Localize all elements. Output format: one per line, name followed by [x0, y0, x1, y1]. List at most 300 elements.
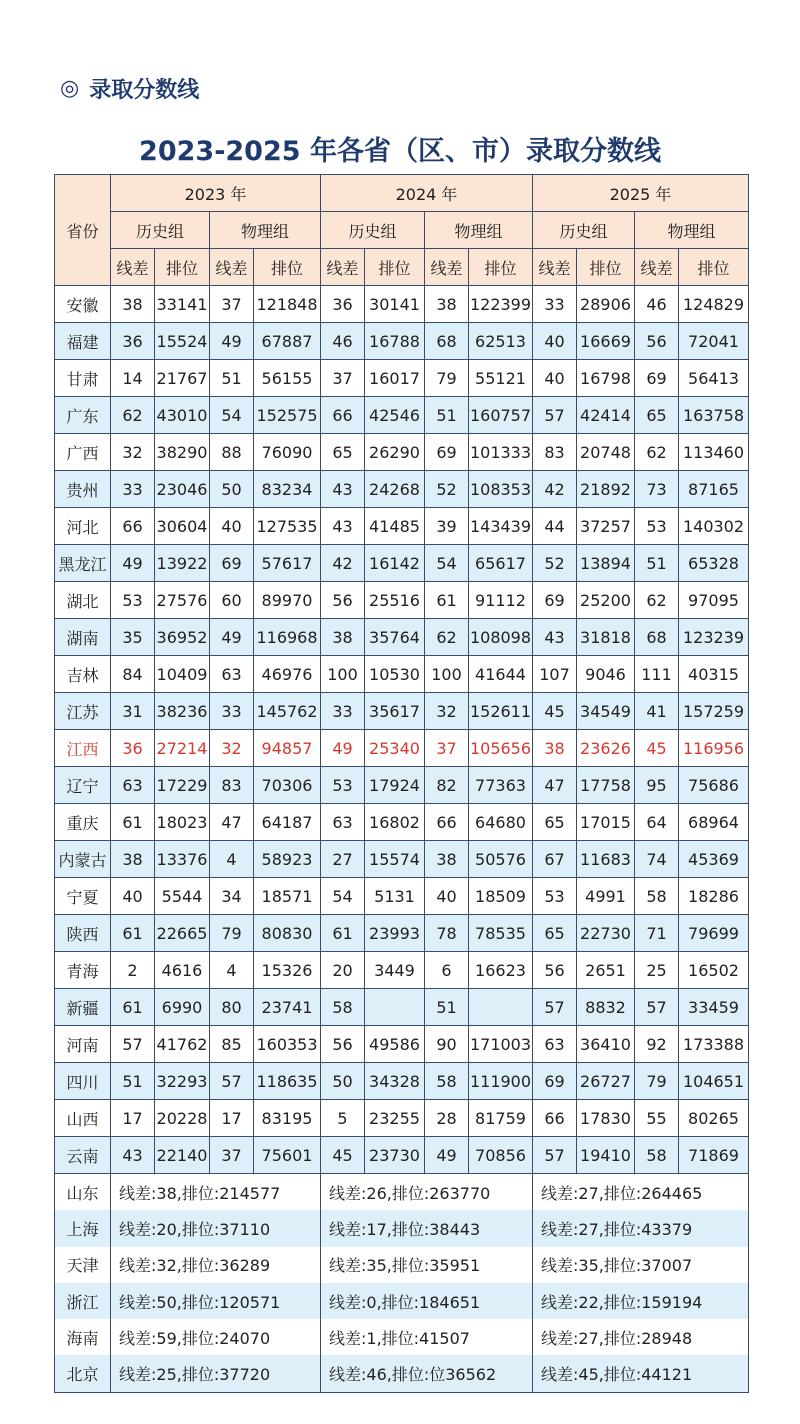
value-cell: 38236 [155, 693, 210, 730]
value-cell: 80265 [679, 1100, 749, 1137]
subheader: 排位 [155, 249, 210, 286]
value-cell: 52 [533, 545, 577, 582]
value-cell: 83195 [254, 1100, 321, 1137]
value-cell: 152611 [469, 693, 533, 730]
value-cell: 45 [533, 693, 577, 730]
value-cell: 46 [321, 323, 365, 360]
value-cell: 73 [635, 471, 679, 508]
table-row [55, 1026, 749, 1063]
province-cell: 内蒙古 [55, 841, 111, 878]
value-cell: 43 [321, 471, 365, 508]
value-cell: 38 [533, 730, 577, 767]
value-cell: 69 [533, 1063, 577, 1100]
value-cell: 83 [533, 434, 577, 471]
value-cell: 60 [210, 582, 254, 619]
table-row [55, 915, 749, 952]
value-cell: 66 [425, 804, 469, 841]
value-cell: 61 [111, 989, 155, 1026]
value-cell: 40 [210, 508, 254, 545]
value-cell: 42 [321, 545, 365, 582]
province-cell: 四川 [55, 1063, 111, 1100]
value-cell: 16798 [577, 360, 635, 397]
value-cell: 65 [533, 804, 577, 841]
value-cell: 116968 [254, 619, 321, 656]
value-cell: 79699 [679, 915, 749, 952]
circle-bullet-icon: ◎ [60, 75, 80, 101]
value-cell: 72041 [679, 323, 749, 360]
table-row [55, 434, 749, 471]
value-cell: 25340 [365, 730, 425, 767]
province-cell: 云南 [55, 1137, 111, 1174]
value-cell: 40 [425, 878, 469, 915]
value-cell: 46976 [254, 656, 321, 693]
value-cell: 74 [635, 841, 679, 878]
table-header [55, 175, 749, 286]
value-cell: 41 [635, 693, 679, 730]
value-cell: 18286 [679, 878, 749, 915]
group-header: 历史组 [111, 212, 210, 249]
value-cell: 94857 [254, 730, 321, 767]
value-cell: 22140 [155, 1137, 210, 1174]
value-cell: 2 [111, 952, 155, 989]
table-row [55, 693, 749, 730]
value-cell: 57 [210, 1063, 254, 1100]
value-cell: 64 [635, 804, 679, 841]
value-cell: 79 [210, 915, 254, 952]
value-cell: 69 [210, 545, 254, 582]
value-cell: 32293 [155, 1063, 210, 1100]
value-cell: 65328 [679, 545, 749, 582]
value-cell: 85 [210, 1026, 254, 1063]
value-cell: 62 [635, 434, 679, 471]
value-cell: 15574 [365, 841, 425, 878]
value-cell: 69 [635, 360, 679, 397]
value-cell: 51 [425, 397, 469, 434]
value-cell: 38 [425, 841, 469, 878]
value-cell: 56155 [254, 360, 321, 397]
province-cell: 湖北 [55, 582, 111, 619]
summary-cell: 线差:1,排位:41507 [321, 1319, 533, 1355]
table-row [55, 545, 749, 582]
value-cell: 38 [321, 619, 365, 656]
value-cell: 18509 [469, 878, 533, 915]
value-cell: 35 [111, 619, 155, 656]
value-cell: 14 [111, 360, 155, 397]
value-cell: 61 [111, 915, 155, 952]
value-cell: 5 [321, 1100, 365, 1137]
value-cell: 49 [425, 1137, 469, 1174]
value-cell: 4616 [155, 952, 210, 989]
summary-cell: 线差:25,排位:37720 [111, 1355, 321, 1392]
value-cell: 16802 [365, 804, 425, 841]
value-cell: 33 [321, 693, 365, 730]
summary-cell: 线差:32,排位:36289 [111, 1247, 321, 1283]
group-header: 历史组 [321, 212, 425, 249]
subheader: 排位 [577, 249, 635, 286]
value-cell: 28 [425, 1100, 469, 1137]
value-cell: 88 [210, 434, 254, 471]
value-cell: 54 [321, 878, 365, 915]
summary-cell: 线差:50,排位:120571 [111, 1283, 321, 1319]
value-cell: 70306 [254, 767, 321, 804]
value-cell: 75601 [254, 1137, 321, 1174]
value-cell: 30141 [365, 286, 425, 323]
value-cell: 16788 [365, 323, 425, 360]
value-cell: 16142 [365, 545, 425, 582]
value-cell: 54 [210, 397, 254, 434]
value-cell: 33459 [679, 989, 749, 1026]
value-cell: 145762 [254, 693, 321, 730]
group-header: 物理组 [210, 212, 321, 249]
value-cell: 104651 [679, 1063, 749, 1100]
value-cell: 77363 [469, 767, 533, 804]
subheader: 线差 [321, 249, 365, 286]
value-cell: 43010 [155, 397, 210, 434]
value-cell: 83 [210, 767, 254, 804]
table-row [55, 360, 749, 397]
value-cell: 50576 [469, 841, 533, 878]
subheader: 线差 [533, 249, 577, 286]
value-cell: 52 [425, 471, 469, 508]
value-cell: 65617 [469, 545, 533, 582]
value-cell: 34 [210, 878, 254, 915]
value-cell: 92 [635, 1026, 679, 1063]
value-cell: 63 [111, 767, 155, 804]
value-cell: 24268 [365, 471, 425, 508]
value-cell: 171003 [469, 1026, 533, 1063]
province-cell: 广东 [55, 397, 111, 434]
summary-cell: 线差:38,排位:214577 [111, 1174, 321, 1211]
value-cell: 23255 [365, 1100, 425, 1137]
value-cell: 143439 [469, 508, 533, 545]
value-cell: 62513 [469, 323, 533, 360]
value-cell [365, 989, 425, 1026]
table-row [55, 878, 749, 915]
value-cell: 58923 [254, 841, 321, 878]
value-cell: 17229 [155, 767, 210, 804]
value-cell: 47 [533, 767, 577, 804]
table-row [55, 582, 749, 619]
group-header: 物理组 [635, 212, 749, 249]
province-cell: 辽宁 [55, 767, 111, 804]
value-cell: 17 [210, 1100, 254, 1137]
value-cell: 35617 [365, 693, 425, 730]
value-cell: 13922 [155, 545, 210, 582]
province-cell: 黑龙江 [55, 545, 111, 582]
value-cell: 49586 [365, 1026, 425, 1063]
value-cell: 67887 [254, 323, 321, 360]
value-cell: 163758 [679, 397, 749, 434]
subheader: 排位 [365, 249, 425, 286]
subheader: 线差 [635, 249, 679, 286]
value-cell: 15326 [254, 952, 321, 989]
special-row [55, 1283, 749, 1319]
value-cell: 100 [425, 656, 469, 693]
value-cell: 32 [111, 434, 155, 471]
value-cell: 95 [635, 767, 679, 804]
table-row [55, 730, 749, 767]
value-cell: 157259 [679, 693, 749, 730]
summary-cell: 线差:27,排位:43379 [533, 1210, 749, 1246]
table-row [55, 619, 749, 656]
value-cell: 27214 [155, 730, 210, 767]
table-row [55, 323, 749, 360]
subheader: 线差 [111, 249, 155, 286]
value-cell: 37 [321, 360, 365, 397]
province-cell: 海南 [55, 1319, 111, 1355]
value-cell: 152575 [254, 397, 321, 434]
value-cell: 40315 [679, 656, 749, 693]
value-cell: 13894 [577, 545, 635, 582]
subheader: 排位 [679, 249, 749, 286]
value-cell: 9046 [577, 656, 635, 693]
value-cell: 4991 [577, 878, 635, 915]
table-row [55, 1063, 749, 1100]
province-cell: 广西 [55, 434, 111, 471]
value-cell: 75686 [679, 767, 749, 804]
table-row [55, 952, 749, 989]
value-cell: 32 [210, 730, 254, 767]
value-cell: 22665 [155, 915, 210, 952]
value-cell [469, 989, 533, 1026]
province-cell: 福建 [55, 323, 111, 360]
value-cell: 37257 [577, 508, 635, 545]
value-cell: 78 [425, 915, 469, 952]
summary-cell: 线差:35,排位:35951 [321, 1247, 533, 1283]
value-cell: 16669 [577, 323, 635, 360]
value-cell: 111 [635, 656, 679, 693]
province-cell: 上海 [55, 1210, 111, 1246]
summary-cell: 线差:0,排位:184651 [321, 1283, 533, 1319]
value-cell: 42546 [365, 397, 425, 434]
summary-cell: 线差:45,排位:44121 [533, 1355, 749, 1392]
province-cell: 宁夏 [55, 878, 111, 915]
value-cell: 89970 [254, 582, 321, 619]
value-cell: 23730 [365, 1137, 425, 1174]
subheader: 排位 [254, 249, 321, 286]
value-cell: 18023 [155, 804, 210, 841]
summary-cell: 线差:46,排位:位36562 [321, 1355, 533, 1392]
value-cell: 38 [111, 286, 155, 323]
province-cell: 安徽 [55, 286, 111, 323]
subheader: 线差 [425, 249, 469, 286]
value-cell: 62 [425, 619, 469, 656]
value-cell: 108353 [469, 471, 533, 508]
province-cell: 山西 [55, 1100, 111, 1137]
value-cell: 87165 [679, 471, 749, 508]
value-cell: 121848 [254, 286, 321, 323]
value-cell: 118635 [254, 1063, 321, 1100]
value-cell: 25200 [577, 582, 635, 619]
value-cell: 44 [533, 508, 577, 545]
province-cell: 北京 [55, 1355, 111, 1392]
value-cell: 20 [321, 952, 365, 989]
value-cell: 46 [635, 286, 679, 323]
value-cell: 11683 [577, 841, 635, 878]
value-cell: 51 [425, 989, 469, 1026]
value-cell: 100 [321, 656, 365, 693]
value-cell: 55121 [469, 360, 533, 397]
value-cell: 62 [635, 582, 679, 619]
value-cell: 66 [533, 1100, 577, 1137]
province-cell: 青海 [55, 952, 111, 989]
province-cell: 陕西 [55, 915, 111, 952]
value-cell: 17 [111, 1100, 155, 1137]
value-cell: 58 [635, 878, 679, 915]
value-cell: 54 [425, 545, 469, 582]
value-cell: 23993 [365, 915, 425, 952]
value-cell: 56 [321, 1026, 365, 1063]
special-row [55, 1210, 749, 1246]
value-cell: 41485 [365, 508, 425, 545]
value-cell: 5131 [365, 878, 425, 915]
province-cell: 甘肃 [55, 360, 111, 397]
value-cell: 63 [533, 1026, 577, 1063]
province-cell: 江苏 [55, 693, 111, 730]
value-cell: 124829 [679, 286, 749, 323]
value-cell: 45 [321, 1137, 365, 1174]
value-cell: 76090 [254, 434, 321, 471]
province-cell: 湖南 [55, 619, 111, 656]
table-row [55, 656, 749, 693]
value-cell: 68964 [679, 804, 749, 841]
value-cell: 122399 [469, 286, 533, 323]
value-cell: 36410 [577, 1026, 635, 1063]
value-cell: 101333 [469, 434, 533, 471]
value-cell: 70856 [469, 1137, 533, 1174]
value-cell: 39 [425, 508, 469, 545]
value-cell: 25 [635, 952, 679, 989]
value-cell: 79 [635, 1063, 679, 1100]
group-header: 物理组 [425, 212, 533, 249]
value-cell: 34328 [365, 1063, 425, 1100]
value-cell: 33 [210, 693, 254, 730]
value-cell: 16017 [365, 360, 425, 397]
value-cell: 2651 [577, 952, 635, 989]
summary-cell: 线差:35,排位:37007 [533, 1247, 749, 1283]
value-cell: 40 [533, 360, 577, 397]
value-cell: 37 [210, 286, 254, 323]
value-cell: 19410 [577, 1137, 635, 1174]
summary-cell: 线差:17,排位:38443 [321, 1210, 533, 1246]
province-cell: 江西 [55, 730, 111, 767]
value-cell: 91112 [469, 582, 533, 619]
score-table [54, 174, 749, 1393]
province-cell: 河北 [55, 508, 111, 545]
value-cell: 28906 [577, 286, 635, 323]
value-cell: 36 [111, 730, 155, 767]
value-cell: 31818 [577, 619, 635, 656]
value-cell: 43 [111, 1137, 155, 1174]
value-cell: 15524 [155, 323, 210, 360]
value-cell: 105656 [469, 730, 533, 767]
subheader: 排位 [469, 249, 533, 286]
value-cell: 160353 [254, 1026, 321, 1063]
value-cell: 84 [111, 656, 155, 693]
value-cell: 50 [321, 1063, 365, 1100]
value-cell: 49 [210, 323, 254, 360]
value-cell: 51 [635, 545, 679, 582]
value-cell: 83234 [254, 471, 321, 508]
value-cell: 27576 [155, 582, 210, 619]
value-cell: 127535 [254, 508, 321, 545]
value-cell: 116956 [679, 730, 749, 767]
value-cell: 33 [533, 286, 577, 323]
value-cell: 5544 [155, 878, 210, 915]
value-cell: 58 [321, 989, 365, 1026]
value-cell: 57 [533, 989, 577, 1026]
special-row [55, 1174, 749, 1211]
table-row [55, 989, 749, 1026]
value-cell: 123239 [679, 619, 749, 656]
value-cell: 25516 [365, 582, 425, 619]
value-cell: 8832 [577, 989, 635, 1026]
value-cell: 66 [111, 508, 155, 545]
value-cell: 38 [425, 286, 469, 323]
value-cell: 49 [111, 545, 155, 582]
value-cell: 57 [111, 1026, 155, 1063]
value-cell: 43 [533, 619, 577, 656]
value-cell: 65 [321, 434, 365, 471]
value-cell: 80830 [254, 915, 321, 952]
table-row [55, 397, 749, 434]
value-cell: 26290 [365, 434, 425, 471]
summary-cell: 线差:22,排位:159194 [533, 1283, 749, 1319]
value-cell: 61 [425, 582, 469, 619]
value-cell: 69 [425, 434, 469, 471]
special-row [55, 1319, 749, 1355]
value-cell: 36 [111, 323, 155, 360]
special-row [55, 1247, 749, 1283]
value-cell: 20748 [577, 434, 635, 471]
province-cell: 贵州 [55, 471, 111, 508]
value-cell: 71869 [679, 1137, 749, 1174]
value-cell: 17830 [577, 1100, 635, 1137]
value-cell: 40 [111, 878, 155, 915]
value-cell: 42 [533, 471, 577, 508]
summary-cell: 线差:27,排位:264465 [533, 1174, 749, 1211]
value-cell: 17015 [577, 804, 635, 841]
table-row [55, 767, 749, 804]
value-cell: 37 [425, 730, 469, 767]
value-cell: 82 [425, 767, 469, 804]
year-header: 2025 年 [533, 175, 749, 212]
table-body [55, 286, 749, 1174]
value-cell: 26727 [577, 1063, 635, 1100]
value-cell: 41644 [469, 656, 533, 693]
table-row [55, 841, 749, 878]
summary-cell: 线差:27,排位:28948 [533, 1319, 749, 1355]
value-cell: 67 [533, 841, 577, 878]
value-cell: 160757 [469, 397, 533, 434]
subheader: 线差 [210, 249, 254, 286]
value-cell: 37 [210, 1137, 254, 1174]
special-rows [55, 1174, 749, 1393]
value-cell: 53 [635, 508, 679, 545]
province-cell: 山东 [55, 1174, 111, 1211]
summary-cell: 线差:59,排位:24070 [111, 1319, 321, 1355]
value-cell: 4 [210, 952, 254, 989]
value-cell: 62 [111, 397, 155, 434]
value-cell: 43 [321, 508, 365, 545]
summary-cell: 线差:26,排位:263770 [321, 1174, 533, 1211]
value-cell: 32 [425, 693, 469, 730]
value-cell: 68 [635, 619, 679, 656]
table-row [55, 286, 749, 323]
value-cell: 49 [210, 619, 254, 656]
value-cell: 23046 [155, 471, 210, 508]
value-cell: 58 [635, 1137, 679, 1174]
